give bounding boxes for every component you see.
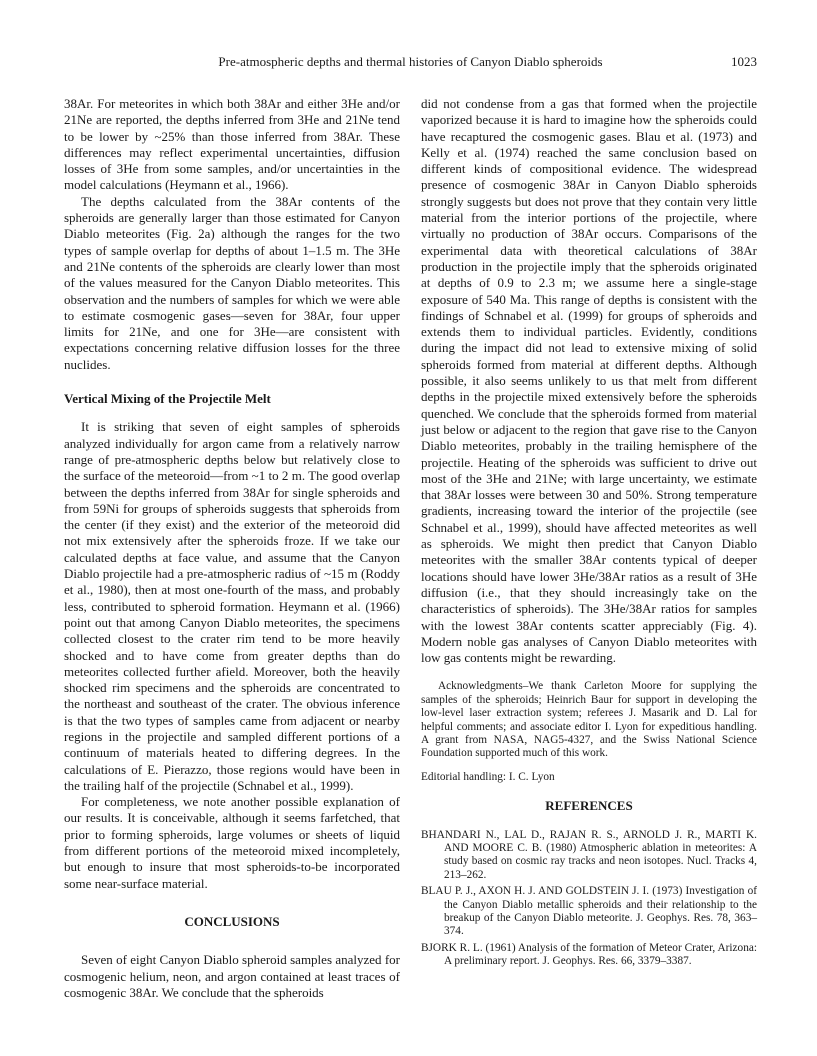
editorial-handling: Editorial handling: I. C. Lyon: [421, 770, 555, 783]
section-heading-vertical-mixing: Vertical Mixing of the Projectile Melt: [64, 391, 271, 407]
right-column: [421, 96, 757, 972]
paragraph-conclusions: Seven of eight Canyon Diablo spheroid samples analyzed for cosmogenic helium, neon, and argon contained at least traces of cosmogenic 38Ar. We conclude that the spheroids: [64, 952, 400, 1000]
running-head: [64, 54, 757, 70]
reference-item: BHANDARI N., LAL D., RAJAN R. S., ARNOLD J. R., MARTI K. AND MOORE C. B. (1980) Atmospheric ablation in meteorites: A study based on cosmic ray tracks and neon isotopes. Nucl. Tracks 4, 213–262.: [421, 828, 757, 881]
left-column: [64, 96, 400, 1001]
paragraph-depth-comparison: The depths calculated from the 38Ar contents of the spheroids are generally larger than those estimated for Canyon Diablo meteorites (Fig. 2a) although the ranges for the two types of sample overlap for depths of about 1–1.5 m. The 3He and 21Ne contents of the spheroids are clearly lower than most of the values measured for the Canyon Diablo meteorites. This observation and the numbers of samples for which we were able to estimate cosmogenic gases—seven for 38Ar, four upper limits for 21Ne, and one for 3He—are consistent with expectations concerning relative diffusion losses for the three nuclides.: [64, 193, 400, 372]
paragraph-completeness: For completeness, we note another possible explanation of our results. It is conceivable, although it seems farfetched, that prior to forming spheroids, large volumes or sheets of liquid from different portions of the meteoroid mixed incompletely, but enough to insure that most spheroids-to-be incorporated some near-surface material.: [64, 794, 400, 891]
paragraph-vertical-mixing: It is striking that seven of eight samples of spheroids analyzed individually for argon came from a relatively narrow range of pre-atmospheric depths below but relatively close to the surface of the meteoroid—from ~1 to 2 m. The good overlap between the depths inferred from 38Ar for single spheroids and from 59Ni for groups of spheroids suggests that spheroids from the center (if they exist) and the exterior of the meteoroid did not mix extensively after the spheroids froze. If we take our calculated depths at face value, and assume that the Canyon Diablo projectile had a pre-atmospheric radius of ~15 m (Roddy et al., 1980), then at most one-fourth of the mass, and probably less, contributed to spheroid formation. Heymann et al. (1966) point out that among Canyon Diablo meteorites, the specimens collected closest to the crater rim tend to be more heavily shocked and to have come from greater depths than do meteorites collected further afield. Moreover, both the heavily shocked rim specimens and the spheroids are concentrated to the northeast and southeast of the crater. The obvious inference is that the two types of samples came from adjacent or nearby regions in the projectile and sampled different portions of a continuum of materials heated to differing degrees. In the calculations of E. Pierazzo, those regions would have been in the trailing half of the projectile (Schnabel et al., 1999).: [64, 419, 400, 793]
running-title: Pre-atmospheric depths and thermal histories of Canyon Diablo spheroids: [218, 54, 603, 69]
paragraph-conclusions-continued: did not condense from a gas that formed when the projectile vaporized because it is hard to imagine how the spheroids could have recaptured the cosmogenic gases. Blau et al. (1973) and Kelly et al. (1974) reached the same conclusion based on different kinds of compositional evidence. The widespread presence of cosmogenic 38Ar in Canyon Diablo spheroids strongly suggests but does not prove that they contain very little material from the interior portions of the projectile, where virtually no production of 38Ar occurs. Comparisons of the experimental data with theoretical calculations of 38Ar production in the projectile imply that the spheroids originated at depths of 0.9 to 2.3 m; we assume here a single-stage exposure of 540 Ma. This range of depths is consistent with the findings of Schnabel et al. (1999) for groups of spheroids and extends them to individual particles. Evidently, conditions during the impact did not lead to extensive mixing of solid spheroids formed from material at different depths. Although possible, it also seems unlikely to us that melt from different depths in the projectile mixed extensively before the spheroids quenched. We conclude that the spheroids formed from material just below or adjacent to the region that gave rise to the Canyon Diablo meteorites, probably in the trailing hemisphere of the projectile. Heating of the spheroids was sufficient to drive out most of the 3He and 21Ne; with large uncertainty, we estimate that 38Ar losses were between 30 and 50%. Strong temperature gradients, increasing toward the interior of the projectile (see Schnabel et al., 1999), should have affected meteorites as well as spheroids. We might then predict that Canyon Diablo meteorites with the smaller 38Ar contents typical of deeper locations should have lower 3He/38Ar ratios as a result of 3He diffusion (i.e., that they should increasingly take on the characteristics of spheroids). The 3He/38Ar ratios for samples with the lowest 38Ar contents scatter appreciably (Fig. 4). Modern noble gas analyses of Canyon Diablo meteorites with low gas contents might be rewarding.: [421, 96, 757, 666]
reference-item: BLAU P. J., AXON H. J. AND GOLDSTEIN J. I. (1973) Investigation of the Canyon Diablo metallic spheroids and their relationship to the breakup of the Canyon Diablo meteorite. J. Geophys. Res. 78, 363–374.: [421, 885, 757, 938]
paragraph-isotope-depths: 38Ar. For meteorites in which both 38Ar and either 3He and/or 21Ne are reported, the depths inferred from 3He and 21Ne tend to be lower by ~25% than those inferred from 38Ar. These differences may reflect experimental uncertainties, diffusion losses of 3He from some samples, and/or uncertainties in the model calculations (Heymann et al., 1966).: [64, 96, 400, 193]
reference-item: BJORK R. L. (1961) Analysis of the formation of Meteor Crater, Arizona: A preliminary report. J. Geophys. Res. 66, 3379–3387.: [421, 941, 757, 968]
page-number: 1023: [731, 54, 757, 69]
acknowledgments: Acknowledgments–We thank Carleton Moore for supplying the samples of the spheroids; Heinrich Baur for support in developing the low-level laser extraction system; referees J. Masarik and D. Lal for helpful comments; and associate editor I. Lyon for expeditious handling. A grant from NASA, NAG5-4327, and the Swiss National Science Foundation supported much of this work.: [421, 680, 757, 760]
reference-list: [421, 829, 757, 969]
references-heading: REFERENCES: [545, 798, 633, 814]
conclusions-heading: CONCLUSIONS: [184, 913, 280, 929]
